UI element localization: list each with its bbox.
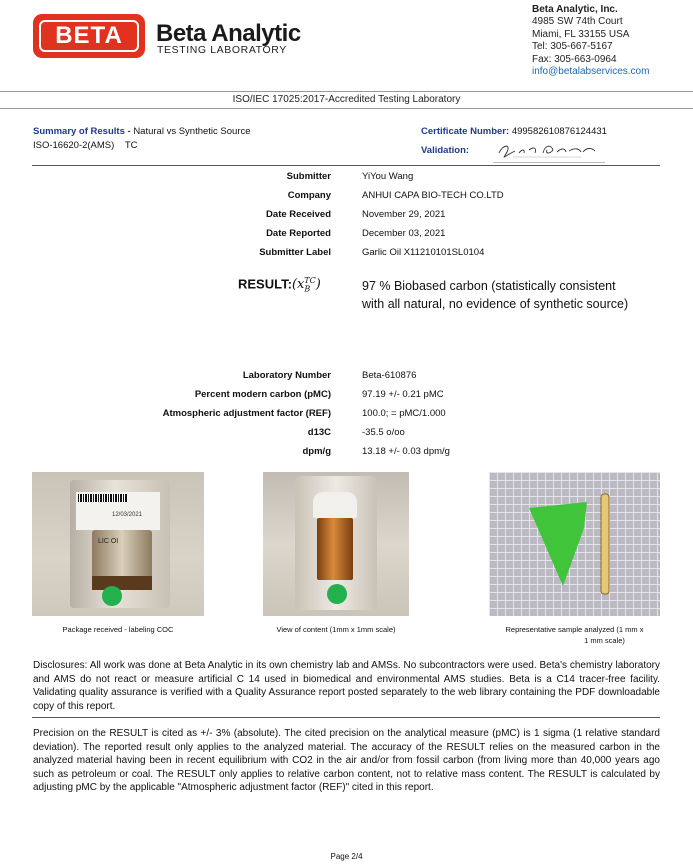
dpm-value: 13.18 +/- 0.03 dpm/g [362, 446, 450, 457]
d13c-value: -35.5 o/oo [362, 427, 405, 438]
brand-subtitle: TESTING LABORATORY [157, 44, 287, 56]
certificate-number: 499582610876124431 [511, 126, 607, 137]
bottle-label: LIC OI [98, 538, 119, 545]
lab-number-value: Beta-610876 [362, 370, 417, 381]
submitter-value: YiYou Wang [362, 171, 414, 182]
summary-value: Natural vs Synthetic Source [133, 126, 251, 137]
beta-logo [33, 14, 145, 58]
phone: Tel: 305-667-5167 [532, 41, 613, 53]
submitter-label-label: Submitter Label [259, 247, 331, 258]
address-line2: Miami, FL 33155 USA [532, 28, 630, 40]
company-address [532, 4, 649, 78]
result-label-text: RESULT: [238, 276, 292, 292]
d13c-label: d13C [307, 427, 331, 438]
summary-title [33, 126, 251, 137]
result-line1: 97 % Biobased carbon (statistically consistent [362, 279, 616, 293]
certificate [421, 126, 607, 137]
caption-sample-line2: 1 mm scale) [584, 636, 625, 645]
signature-image [493, 140, 605, 163]
accreditation-bar: ISO/IEC 17025:2017-Accredited Testing Laboratory [0, 91, 693, 109]
disclosures-text: Disclosures: All work was done at Beta Analytic in its own chemistry lab and AMSs. No subcontractors were used. Beta's chemistry laboratory and AMS do not react or measure artificial C 14 used in biomedical and environmental AMS studies. Beta is a C14 tracer-free facility. Validating quality assurance is verified with a Quality Assurance report posted separately to the web library containing the PDF downloadable copy of this report. [33, 660, 660, 712]
date-received-label: Date Received [266, 209, 331, 220]
ref-value: 100.0; = pMC/1.000 [362, 408, 446, 419]
logo-text: BETA [39, 20, 139, 52]
company-name: Beta Analytic, Inc. [532, 4, 618, 15]
method-name: ISO-16620-2(AMS) [33, 140, 115, 151]
precision-text: Precision on the RESULT is cited as +/- 3% (absolute). The cited precision on the analytical measure (pMC) is 1 sigma (1 relative standard deviation). The reported result only applies to the analyzed material. The accuracy of the RESULT relies on the measured carbon in the analyzed material having been in recent equilibrium with CO2 in the air and/or from fossil carbon (from living more than 40,000 years ago such as petroleum or coal. The RESULT only applies to relative carbon content, not to relative mass content. The RESULT is calculated by adjusting pMC by the applicable "Atmospheric adjustment factor (REF)" cited in this report. [33, 728, 660, 794]
submitter-label: Submitter [286, 171, 331, 182]
address-line1: 4985 SW 74th Court [532, 16, 623, 28]
fax: Fax: 305-663-0964 [532, 53, 617, 65]
method-tc: TC [124, 140, 138, 151]
package-photo [32, 472, 204, 616]
package-label-date: 12/03/2021 [112, 512, 143, 518]
result-label: $RESULT:(x_B^{TC})$ [238, 276, 321, 294]
result-line2: with all natural, no evidence of synthetic source) [362, 297, 629, 311]
company-label: Company [287, 190, 331, 201]
content-photo [263, 472, 409, 616]
result-value [362, 277, 662, 313]
green-sticker [102, 586, 122, 606]
ref-label: Atmospheric adjustment factor (REF) [162, 408, 331, 419]
certificate-label: Certificate Number: [421, 126, 510, 137]
method [33, 140, 138, 151]
dpm-label: dpm/g [302, 446, 331, 457]
caption-sample-line1: Representative sample analyzed (1 mm x [505, 625, 644, 634]
caption-content: View of content (1mm x 1mm scale) [276, 625, 396, 634]
summary-label: Summary of Results - [33, 126, 131, 137]
caption-sample [489, 624, 660, 646]
lab-number-label: Laboratory Number [242, 370, 331, 381]
sample-photo [489, 472, 660, 616]
green-sticker [327, 584, 347, 604]
brand-name: Beta Analytic [156, 20, 301, 47]
company-value: ANHUI CAPA BIO-TECH CO.LTD [362, 190, 504, 201]
date-received-value: November 29, 2021 [362, 209, 446, 220]
date-reported-value: December 03, 2021 [362, 228, 446, 239]
caption-package: Package received - labeling COC [62, 625, 174, 634]
validation-label: Validation: [421, 145, 470, 156]
divider [32, 165, 660, 166]
pmc-label: Percent modern carbon (pMC) [194, 389, 331, 400]
sample-shape [489, 472, 660, 616]
email-link[interactable]: info@betalabservices.com [532, 66, 650, 78]
submitter-label-value: Garlic Oil X11210101SL0104 [362, 247, 485, 258]
page-number: Page 2/4 [330, 852, 363, 861]
date-reported-label: Date Reported [266, 228, 331, 239]
pmc-value: 97.19 +/- 0.21 pMC [362, 389, 444, 400]
divider [32, 717, 660, 718]
